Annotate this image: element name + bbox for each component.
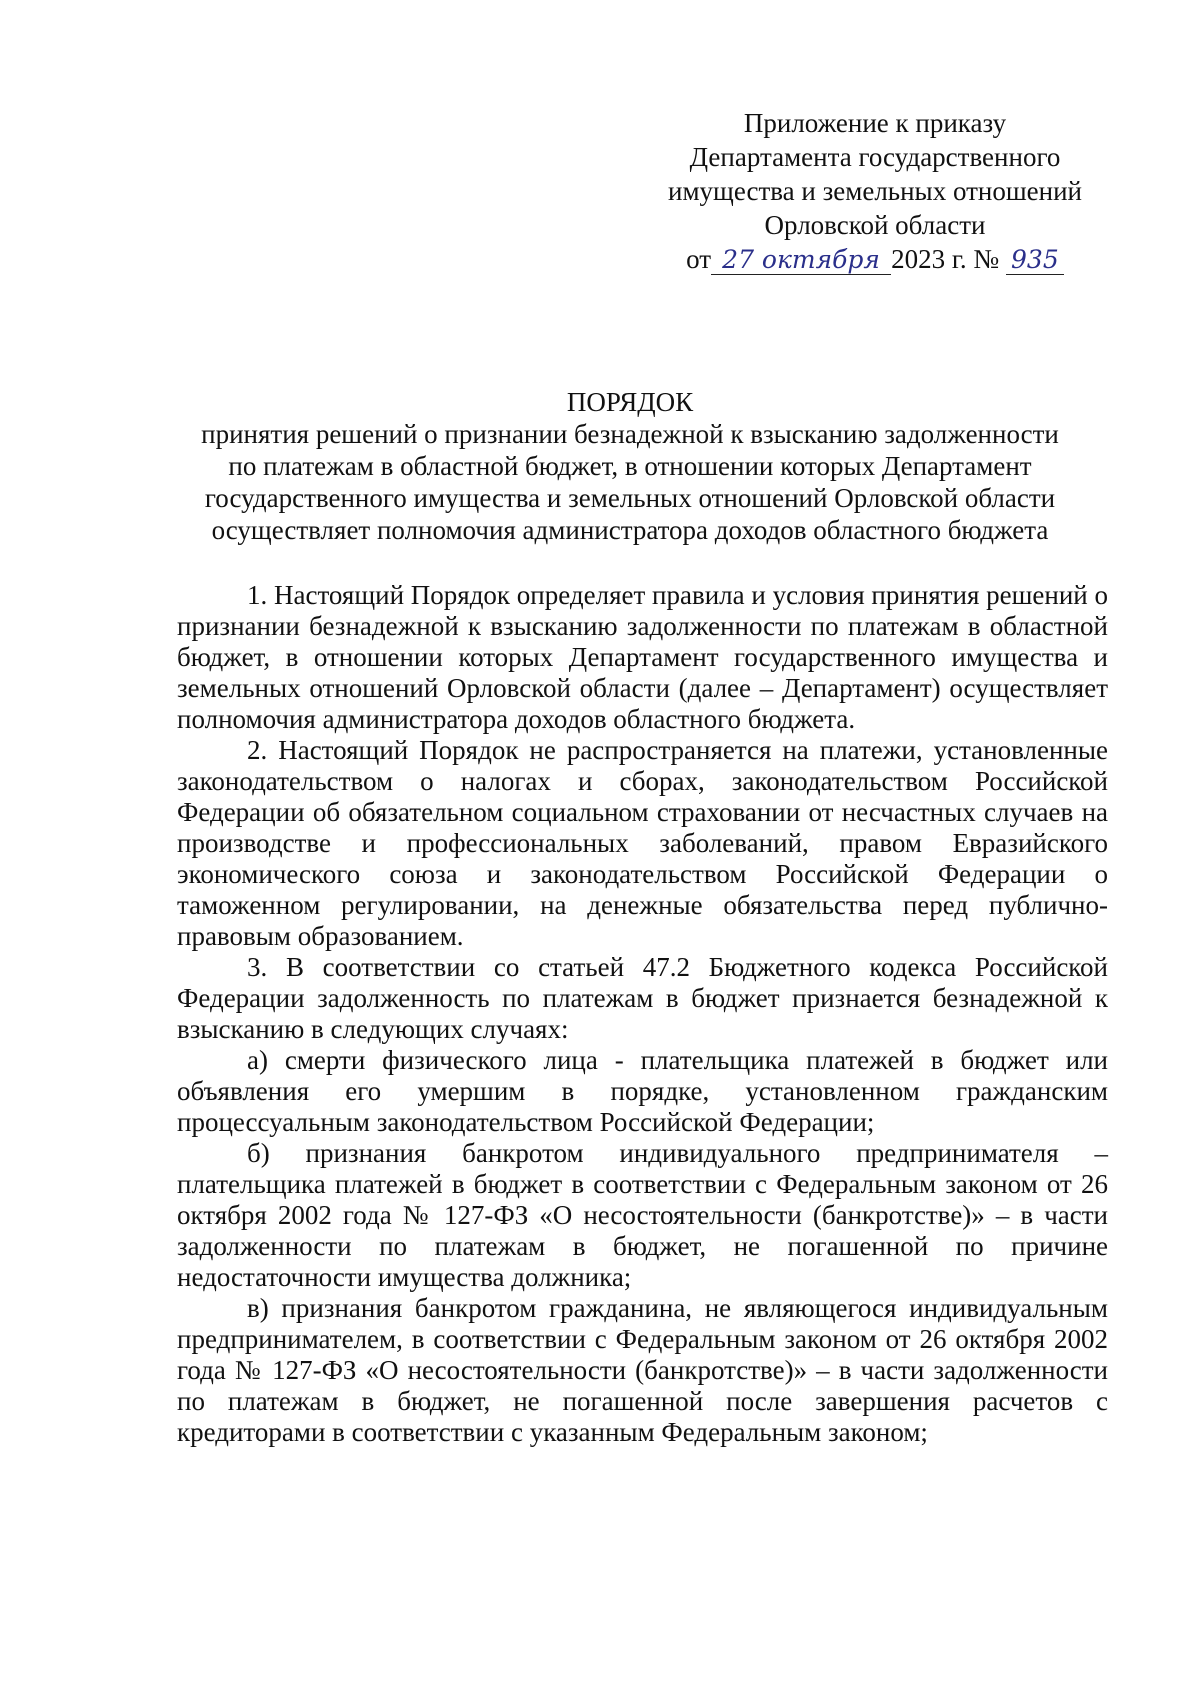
approval-date-line [640, 242, 1110, 276]
title-subheading [150, 418, 1110, 546]
title-sub-line: осуществляет полномочия администратора доходов областного бюджета [211, 515, 1049, 545]
date-prefix: от [686, 244, 712, 274]
approval-line: имущества и земельных отношений [668, 176, 1082, 206]
paragraph: б) признания банкротом индивидуального предпринимателя – плательщика платежей в бюджет в соответствии с Федеральным законом от 26 октября 2002 года № 127-ФЗ «О несостоятельности (банкротстве)» – в части задолженности по платежам в бюджет, не погашенной по причине недостаточности имущества должника; [177, 1138, 1108, 1292]
approval-line: Орловской области [764, 210, 986, 240]
handwritten-number: 935 [1006, 246, 1064, 275]
approval-block [640, 106, 1110, 276]
document-title [150, 386, 1110, 546]
approval-line: Приложение к приказу [743, 108, 1007, 138]
title-sub-line: государственного имущества и земельных отношений Орловской области [204, 483, 1056, 513]
paragraph: 1. Настоящий Порядок определяет правила и условия принятия решений о признании безнадежной к взысканию задолженности по платежам в областной бюджет, в отношении которых Департамент государственного имущества и земельных отношений Орловской области (далее – Департамент) осуществляет полномочия администратора доходов областного бюджета. [177, 580, 1108, 734]
title-sub-line: принятия решений о признании безнадежной к взысканию задолженности [201, 419, 1059, 449]
paragraph: 2. Настоящий Порядок не распространяется на платежи, установленные законодательством о налогах и сборах, законодательством Российской Федерации об обязательном социальном страховании от несчастных случаев на производстве и профессиональных заболеваний, правом Евразийского экономического союза и законодательством Российской Федерации о таможенном регулировании, на денежные обязательства перед публично-правовым образованием. [177, 735, 1108, 951]
title-heading: ПОРЯДОК [566, 387, 694, 417]
paragraph: в) признания банкротом гражданина, не являющегося индивидуальным предпринимателем, в соответствии с Федеральным законом от 26 октября 2002 года № 127-ФЗ «О несостоятельности (банкротстве)» – в части задолженности по платежам в бюджет, не погашенной после завершения расчетов с кредиторами в соответствии с указанным Федеральным законом; [177, 1293, 1108, 1447]
handwritten-date: 27 октября [711, 246, 891, 275]
paragraph: а) смерти физического лица - плательщика платежей в бюджет или объявления его умершим в порядке, установленном гражданским процессуальным законодательством Российской Федерации; [177, 1045, 1108, 1137]
document-body [177, 580, 1108, 1448]
year-text: 2023 г. № [891, 244, 1000, 274]
title-sub-line: по платежам в областной бюджет, в отношении которых Департамент [228, 451, 1032, 481]
paragraph: 3. В соответствии со статьей 47.2 Бюджетного кодекса Российской Федерации задолженность по платежам в бюджет признается безнадежной к взысканию в следующих случаях: [177, 952, 1108, 1044]
approval-line: Департамента государственного [689, 142, 1061, 172]
